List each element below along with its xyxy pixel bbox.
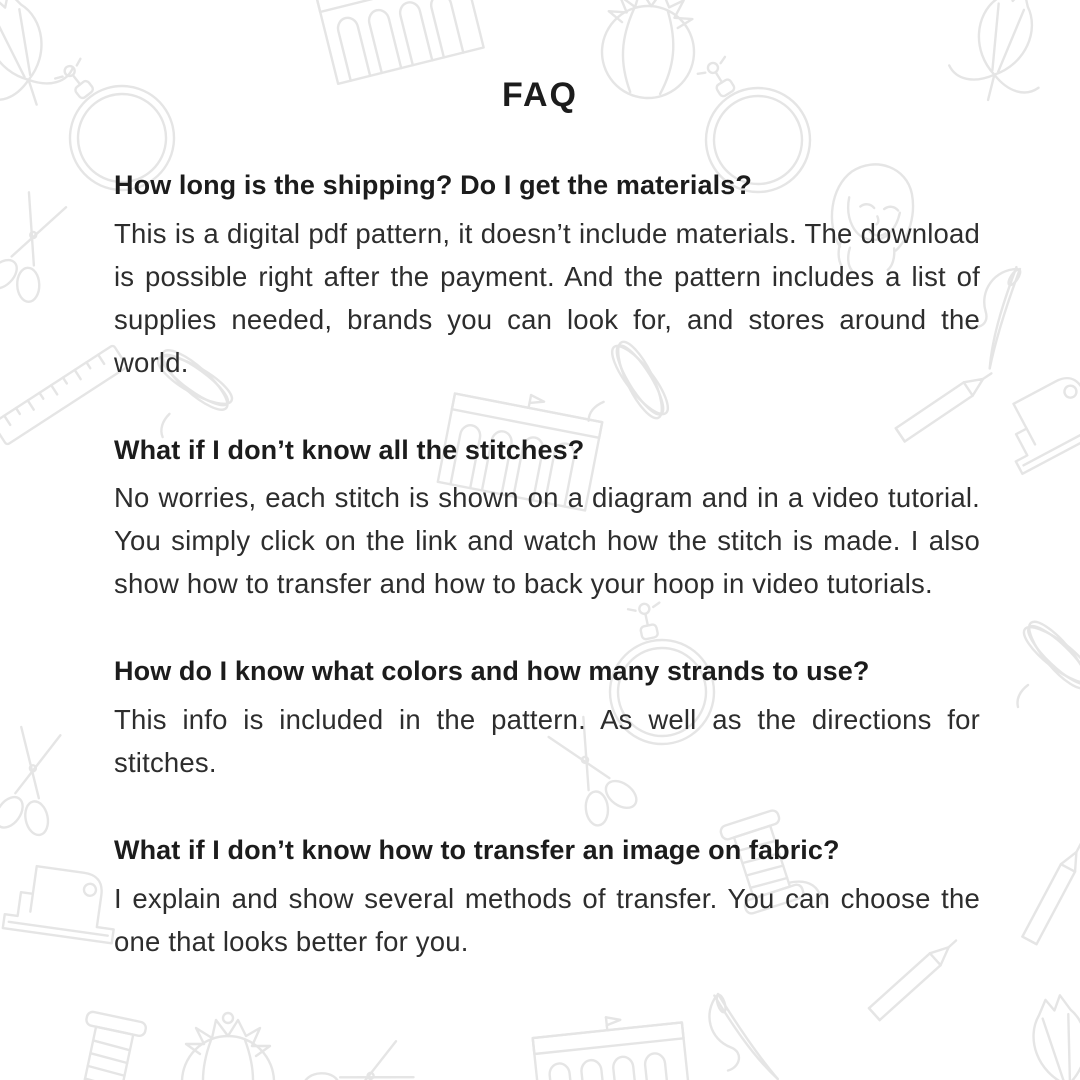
faq-question: What if I don’t know all the stitches? xyxy=(114,434,585,465)
faq-list xyxy=(114,168,980,1012)
faq-answer: No worries, each stitch is shown on a diagram and in a video tutorial. You simply click on the link and watch how the stitch is made. I also show how to transfer and how to back your hoop in video tutorials. xyxy=(114,482,980,600)
faq-answer: This is a digital pdf pattern, it doesn’t include materials. The download is possible right after the payment. And the pattern includes a list of supplies needed, brands you can look for, and stores around the world. xyxy=(114,217,980,378)
faq-question: What if I don’t know how to transfer an image on fabric? xyxy=(114,834,840,865)
faq-item xyxy=(114,168,980,384)
faq-item xyxy=(114,433,980,606)
faq-answer: I explain and show several methods of transfer. You can choose the one that looks better for you. xyxy=(114,882,980,957)
faq-question: How long is the shipping? Do I get the materials? xyxy=(114,170,752,200)
faq-item xyxy=(114,833,980,963)
faq-answer: This info is included in the pattern. As well as the directions for stitches. xyxy=(114,703,980,778)
page-title: FAQ xyxy=(502,76,578,114)
faq-question: How do I know what colors and how many strands to use? xyxy=(114,656,870,687)
faq-item xyxy=(114,654,980,784)
